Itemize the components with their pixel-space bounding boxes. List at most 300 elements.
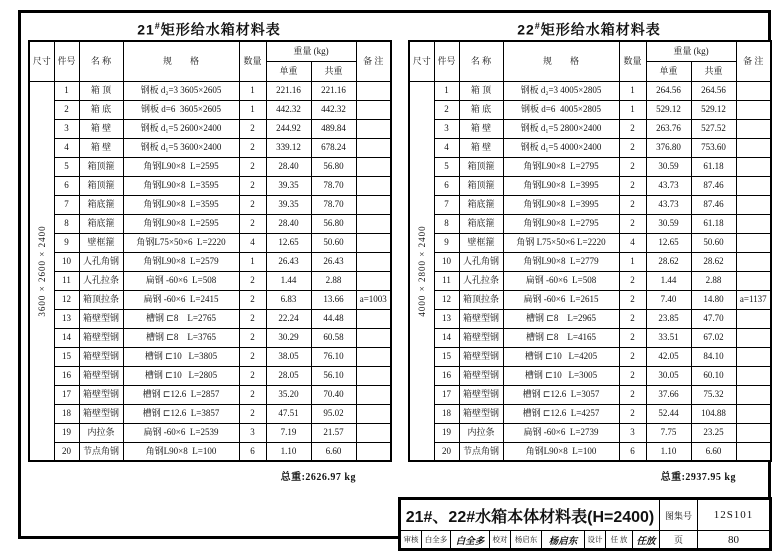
spec-cell: 钢板 d₂=3 3605×2605 bbox=[123, 81, 239, 100]
col-header-weight-group: 重量 (kg) bbox=[266, 41, 356, 61]
spec-cell: 槽钢 ⊏10 L=4205 bbox=[503, 347, 619, 366]
total-weight-cell: 50.60 bbox=[311, 233, 356, 252]
total-weight-cell: 67.02 bbox=[691, 328, 736, 347]
unit-weight-cell: 42.05 bbox=[646, 347, 691, 366]
atlas-number-label: 图集号 bbox=[659, 500, 697, 530]
col-header-total-weight: 共重 bbox=[691, 61, 736, 81]
remark-cell bbox=[356, 385, 391, 404]
qty-cell: 1 bbox=[619, 100, 646, 119]
col-header-spec: 规 格 bbox=[503, 41, 619, 81]
unit-weight-cell: 376.80 bbox=[646, 138, 691, 157]
item-number-cell: 2 bbox=[54, 100, 79, 119]
item-number-cell: 16 bbox=[434, 366, 459, 385]
spec-cell: 槽钢 ⊏12.6 L=3057 bbox=[503, 385, 619, 404]
material-table bbox=[408, 40, 772, 462]
part-name-cell: 箱 底 bbox=[79, 100, 123, 119]
title-block bbox=[398, 497, 772, 551]
spec-cell: 槽钢 ⊏12.6 L=3857 bbox=[123, 404, 239, 423]
unit-weight-cell: 1.44 bbox=[266, 271, 311, 290]
total-weight-cell: 21.57 bbox=[311, 423, 356, 442]
remark-cell bbox=[736, 271, 771, 290]
unit-weight-cell: 1.10 bbox=[646, 442, 691, 461]
spec-cell: 角钢L90×8 L=2795 bbox=[503, 214, 619, 233]
unit-weight-cell: 6.83 bbox=[266, 290, 311, 309]
table-row bbox=[409, 100, 771, 119]
qty-cell: 2 bbox=[619, 328, 646, 347]
qty-cell: 1 bbox=[619, 252, 646, 271]
item-number-cell: 18 bbox=[54, 404, 79, 423]
total-weight-cell: 95.02 bbox=[311, 404, 356, 423]
remark-cell bbox=[356, 157, 391, 176]
proofreader-name: 杨启东 bbox=[511, 531, 542, 548]
tank-size-vertical-label: 4000 × 2800 × 2400 bbox=[416, 225, 427, 317]
spec-cell: 槽钢 ⊏8 L=4165 bbox=[503, 328, 619, 347]
item-number-cell: 13 bbox=[434, 309, 459, 328]
material-table-block-21 bbox=[28, 15, 390, 483]
part-name-cell: 箱 顶 bbox=[459, 81, 503, 100]
table-row bbox=[409, 271, 771, 290]
spec-cell: 角钢L90×8 L=100 bbox=[123, 442, 239, 461]
total-weight-cell: 6.60 bbox=[311, 442, 356, 461]
qty-cell: 1 bbox=[239, 252, 266, 271]
unit-weight-cell: 33.51 bbox=[646, 328, 691, 347]
atlas-number-value: 12S101 bbox=[697, 500, 769, 530]
total-weight-cell: 23.25 bbox=[691, 423, 736, 442]
qty-cell: 2 bbox=[619, 271, 646, 290]
signature-strip bbox=[401, 530, 659, 548]
total-weight-cell: 60.58 bbox=[311, 328, 356, 347]
col-header-size: 尺寸 bbox=[409, 41, 434, 81]
total-weight-cell: 527.52 bbox=[691, 119, 736, 138]
unit-weight-cell: 263.76 bbox=[646, 119, 691, 138]
unit-weight-cell: 442.32 bbox=[266, 100, 311, 119]
col-header-weight-group: 重量 (kg) bbox=[646, 41, 736, 61]
page-label: 页 bbox=[659, 530, 697, 548]
qty-cell: 6 bbox=[619, 442, 646, 461]
total-weight-cell: 489.84 bbox=[311, 119, 356, 138]
table-row bbox=[29, 385, 391, 404]
qty-cell: 2 bbox=[619, 176, 646, 195]
remark-cell bbox=[356, 366, 391, 385]
remark-cell bbox=[736, 157, 771, 176]
spec-cell: 槽钢 ⊏8 L=2765 bbox=[123, 309, 239, 328]
unit-weight-cell: 28.62 bbox=[646, 252, 691, 271]
part-name-cell: 节点角钢 bbox=[79, 442, 123, 461]
unit-weight-cell: 12.65 bbox=[646, 233, 691, 252]
remark-cell bbox=[736, 176, 771, 195]
part-name-cell: 节点角钢 bbox=[459, 442, 503, 461]
total-weight-cell: 78.70 bbox=[311, 176, 356, 195]
col-header-item-no: 件号 bbox=[54, 41, 79, 81]
spec-cell: 角钢L90×8 L=3595 bbox=[123, 176, 239, 195]
part-name-cell: 箱底箍 bbox=[79, 195, 123, 214]
tank-size-vertical-label: 3600 × 2600 × 2400 bbox=[36, 225, 47, 317]
remark-cell bbox=[736, 347, 771, 366]
unit-weight-cell: 35.20 bbox=[266, 385, 311, 404]
total-weight-cell: 264.56 bbox=[691, 81, 736, 100]
table-row bbox=[29, 328, 391, 347]
unit-weight-cell: 1.44 bbox=[646, 271, 691, 290]
unit-weight-cell: 37.66 bbox=[646, 385, 691, 404]
qty-cell: 2 bbox=[239, 366, 266, 385]
qty-cell: 2 bbox=[239, 309, 266, 328]
designer-signature: 任放 bbox=[636, 536, 656, 547]
table-row bbox=[409, 119, 771, 138]
remark-cell bbox=[356, 442, 391, 461]
tank-size-cell bbox=[409, 81, 434, 461]
part-name-cell: 箱壁型钢 bbox=[459, 385, 503, 404]
total-weight-cell: 28.62 bbox=[691, 252, 736, 271]
part-name-cell: 箱顶箍 bbox=[79, 157, 123, 176]
spec-cell: 角钢L90×8 L=2595 bbox=[123, 157, 239, 176]
part-name-cell: 箱底箍 bbox=[79, 214, 123, 233]
total-weight-line-21: 总重:2626.97 kg bbox=[280, 472, 356, 483]
remark-cell bbox=[356, 195, 391, 214]
unit-weight-cell: 7.19 bbox=[266, 423, 311, 442]
total-weight-cell: 84.10 bbox=[691, 347, 736, 366]
part-name-cell: 壁框箍 bbox=[459, 233, 503, 252]
unit-weight-cell: 39.35 bbox=[266, 195, 311, 214]
spec-cell: 扁钢 -60×6 L=2539 bbox=[123, 423, 239, 442]
item-number-cell: 9 bbox=[434, 233, 459, 252]
reviewer-label: 审核 bbox=[401, 531, 422, 548]
total-weight-cell: 2.88 bbox=[691, 271, 736, 290]
part-name-cell: 壁框箍 bbox=[79, 233, 123, 252]
table-row bbox=[409, 233, 771, 252]
spec-cell: 槽钢 ⊏12.6 L=4257 bbox=[503, 404, 619, 423]
unit-weight-cell: 22.24 bbox=[266, 309, 311, 328]
spec-cell: 钢板 d₁=5 2600×2400 bbox=[123, 119, 239, 138]
qty-cell: 2 bbox=[619, 404, 646, 423]
total-weight-cell: 442.32 bbox=[311, 100, 356, 119]
item-number-cell: 11 bbox=[54, 271, 79, 290]
item-number-cell: 20 bbox=[54, 442, 79, 461]
qty-cell: 2 bbox=[239, 119, 266, 138]
table-row bbox=[29, 252, 391, 271]
remark-cell bbox=[736, 385, 771, 404]
unit-weight-cell: 1.10 bbox=[266, 442, 311, 461]
qty-cell: 2 bbox=[239, 328, 266, 347]
col-header-remark: 备 注 bbox=[736, 41, 771, 81]
total-weight-cell: 13.66 bbox=[311, 290, 356, 309]
part-name-cell: 箱壁型钢 bbox=[79, 328, 123, 347]
total-weight-cell: 6.60 bbox=[691, 442, 736, 461]
qty-cell: 1 bbox=[239, 100, 266, 119]
spec-cell: 角钢L90×8 L=2795 bbox=[503, 157, 619, 176]
sheet-title: 21#、22#水箱本体材料表(H=2400) bbox=[405, 508, 655, 526]
table-title-text: 矩形给水箱材料表 bbox=[540, 21, 661, 38]
item-number-cell: 1 bbox=[54, 81, 79, 100]
qty-cell: 2 bbox=[619, 195, 646, 214]
unit-weight-cell: 30.29 bbox=[266, 328, 311, 347]
col-header-total-weight: 共重 bbox=[311, 61, 356, 81]
part-name-cell: 内拉条 bbox=[79, 423, 123, 442]
qty-cell: 3 bbox=[239, 423, 266, 442]
qty-cell: 2 bbox=[239, 214, 266, 233]
item-number-cell: 12 bbox=[434, 290, 459, 309]
unit-weight-cell: 47.51 bbox=[266, 404, 311, 423]
spec-cell: 角钢L90×8 L=2579 bbox=[123, 252, 239, 271]
remark-cell bbox=[356, 119, 391, 138]
spec-cell: 钢板 d₂=3 4005×2805 bbox=[503, 81, 619, 100]
part-name-cell: 箱壁型钢 bbox=[459, 404, 503, 423]
item-number-cell: 3 bbox=[54, 119, 79, 138]
spec-cell: 角钢L75×50×6 L=2220 bbox=[123, 233, 239, 252]
table-row bbox=[409, 176, 771, 195]
table-row bbox=[409, 157, 771, 176]
table-row bbox=[29, 366, 391, 385]
remark-cell bbox=[356, 100, 391, 119]
part-name-cell: 箱底箍 bbox=[459, 214, 503, 233]
table-row bbox=[409, 385, 771, 404]
part-name-cell: 箱 顶 bbox=[79, 81, 123, 100]
spec-cell: 角钢L90×8 L=3995 bbox=[503, 176, 619, 195]
table-title-number: 21 bbox=[137, 21, 155, 38]
unit-weight-cell: 7.40 bbox=[646, 290, 691, 309]
remark-cell bbox=[356, 81, 391, 100]
col-header-unit-weight: 单重 bbox=[266, 61, 311, 81]
spec-cell: 槽钢 ⊏8 L=3765 bbox=[123, 328, 239, 347]
spec-cell: 扁钢 -60×6 L=2415 bbox=[123, 290, 239, 309]
qty-cell: 2 bbox=[619, 366, 646, 385]
total-weight-cell: 56.10 bbox=[311, 366, 356, 385]
remark-cell bbox=[736, 442, 771, 461]
qty-cell: 6 bbox=[239, 442, 266, 461]
part-name-cell: 箱顶拉条 bbox=[459, 290, 503, 309]
spec-cell: 角钢L90×8 L=3595 bbox=[123, 195, 239, 214]
total-weight-cell: 70.40 bbox=[311, 385, 356, 404]
part-name-cell: 箱 壁 bbox=[79, 119, 123, 138]
qty-cell: 2 bbox=[239, 195, 266, 214]
unit-weight-cell: 43.73 bbox=[646, 195, 691, 214]
table-title-hash-superscript: # bbox=[154, 21, 161, 31]
item-number-cell: 17 bbox=[54, 385, 79, 404]
unit-weight-cell: 39.35 bbox=[266, 176, 311, 195]
item-number-cell: 6 bbox=[434, 176, 459, 195]
total-weight-cell: 678.24 bbox=[311, 138, 356, 157]
remark-cell bbox=[736, 328, 771, 347]
total-weight-cell: 78.70 bbox=[311, 195, 356, 214]
spec-cell: 扁钢 -60×6 L=2739 bbox=[503, 423, 619, 442]
qty-cell: 1 bbox=[619, 81, 646, 100]
item-number-cell: 6 bbox=[54, 176, 79, 195]
remark-cell bbox=[736, 366, 771, 385]
table-row bbox=[29, 347, 391, 366]
spec-cell: 角钢L90×8 L=100 bbox=[503, 442, 619, 461]
item-number-cell: 20 bbox=[434, 442, 459, 461]
item-number-cell: 15 bbox=[54, 347, 79, 366]
col-header-item-no: 件号 bbox=[434, 41, 459, 81]
table-row bbox=[409, 81, 771, 100]
unit-weight-cell: 38.05 bbox=[266, 347, 311, 366]
table-row bbox=[409, 366, 771, 385]
table-row bbox=[29, 195, 391, 214]
spec-cell: 角钢 L75×50×6 L=2220 bbox=[503, 233, 619, 252]
item-number-cell: 4 bbox=[434, 138, 459, 157]
spec-cell: 扁钢 -60×6 L=2615 bbox=[503, 290, 619, 309]
remark-cell bbox=[356, 214, 391, 233]
part-name-cell: 箱壁型钢 bbox=[79, 404, 123, 423]
total-weight-cell: 753.60 bbox=[691, 138, 736, 157]
item-number-cell: 9 bbox=[54, 233, 79, 252]
spec-cell: 钢板 d₁=5 2800×2400 bbox=[503, 119, 619, 138]
part-name-cell: 箱 壁 bbox=[79, 138, 123, 157]
table-row bbox=[29, 157, 391, 176]
remark-cell bbox=[736, 119, 771, 138]
item-number-cell: 3 bbox=[434, 119, 459, 138]
unit-weight-cell: 28.40 bbox=[266, 214, 311, 233]
total-weight-cell: 56.80 bbox=[311, 157, 356, 176]
table-row bbox=[409, 404, 771, 423]
remark-cell bbox=[736, 404, 771, 423]
spec-cell: 槽钢 ⊏8 L=2965 bbox=[503, 309, 619, 328]
part-name-cell: 箱壁型钢 bbox=[79, 385, 123, 404]
part-name-cell: 人孔拉条 bbox=[79, 271, 123, 290]
total-weight-cell: 529.12 bbox=[691, 100, 736, 119]
spec-cell: 钢板 d₁=5 3600×2400 bbox=[123, 138, 239, 157]
reviewer-signature: 白全多 bbox=[451, 531, 490, 548]
total-weight-cell: 2.88 bbox=[311, 271, 356, 290]
part-name-cell: 箱顶箍 bbox=[79, 176, 123, 195]
col-header-name: 名 称 bbox=[79, 41, 123, 81]
remark-cell bbox=[356, 404, 391, 423]
col-header-size: 尺寸 bbox=[29, 41, 54, 81]
item-number-cell: 14 bbox=[434, 328, 459, 347]
item-number-cell: 8 bbox=[434, 214, 459, 233]
part-name-cell: 箱壁型钢 bbox=[79, 366, 123, 385]
part-name-cell: 箱顶箍 bbox=[459, 176, 503, 195]
total-weight-cell: 47.70 bbox=[691, 309, 736, 328]
table-title-22 bbox=[408, 15, 770, 40]
item-number-cell: 2 bbox=[434, 100, 459, 119]
qty-cell: 2 bbox=[619, 347, 646, 366]
qty-cell: 2 bbox=[619, 385, 646, 404]
spec-cell: 钢板 d=6 4005×2805 bbox=[503, 100, 619, 119]
unit-weight-cell: 264.56 bbox=[646, 81, 691, 100]
col-header-unit-weight: 单重 bbox=[646, 61, 691, 81]
remark-cell bbox=[356, 347, 391, 366]
total-weight-cell: 60.10 bbox=[691, 366, 736, 385]
table-title-text: 矩形给水箱材料表 bbox=[160, 21, 281, 38]
part-name-cell: 箱 底 bbox=[459, 100, 503, 119]
qty-cell: 2 bbox=[239, 138, 266, 157]
material-table bbox=[28, 40, 392, 462]
item-number-cell: 4 bbox=[54, 138, 79, 157]
col-header-remark: 备 注 bbox=[356, 41, 391, 81]
item-number-cell: 10 bbox=[434, 252, 459, 271]
part-name-cell: 箱壁型钢 bbox=[79, 347, 123, 366]
unit-weight-cell: 23.85 bbox=[646, 309, 691, 328]
total-weight-cell: 104.88 bbox=[691, 404, 736, 423]
table-row bbox=[409, 309, 771, 328]
spec-cell: 槽钢 ⊏10 L=3805 bbox=[123, 347, 239, 366]
remark-cell bbox=[356, 233, 391, 252]
remark-cell bbox=[356, 252, 391, 271]
unit-weight-cell: 339.12 bbox=[266, 138, 311, 157]
qty-cell: 4 bbox=[239, 233, 266, 252]
unit-weight-cell: 28.05 bbox=[266, 366, 311, 385]
item-number-cell: 7 bbox=[434, 195, 459, 214]
unit-weight-cell: 529.12 bbox=[646, 100, 691, 119]
table-row bbox=[409, 214, 771, 233]
total-weight-cell: 87.46 bbox=[691, 195, 736, 214]
qty-cell: 2 bbox=[239, 385, 266, 404]
part-name-cell: 内拉条 bbox=[459, 423, 503, 442]
item-number-cell: 11 bbox=[434, 271, 459, 290]
item-number-cell: 15 bbox=[434, 347, 459, 366]
total-weight-line-22: 总重:2937.95 kg bbox=[660, 472, 736, 483]
remark-cell bbox=[736, 233, 771, 252]
part-name-cell: 箱 壁 bbox=[459, 138, 503, 157]
item-number-cell: 13 bbox=[54, 309, 79, 328]
qty-cell: 2 bbox=[239, 347, 266, 366]
unit-weight-cell: 30.59 bbox=[646, 157, 691, 176]
item-number-cell: 19 bbox=[54, 423, 79, 442]
remark-cell bbox=[356, 176, 391, 195]
table-row bbox=[29, 404, 391, 423]
remark-cell bbox=[736, 309, 771, 328]
spec-cell: 钢板 d=6 3605×2605 bbox=[123, 100, 239, 119]
qty-cell: 2 bbox=[239, 290, 266, 309]
material-table-block-22 bbox=[408, 15, 770, 483]
col-header-spec: 规 格 bbox=[123, 41, 239, 81]
table-row bbox=[29, 271, 391, 290]
item-number-cell: 7 bbox=[54, 195, 79, 214]
proofreader-signature: 杨启东 bbox=[542, 531, 585, 548]
part-name-cell: 箱壁型钢 bbox=[459, 309, 503, 328]
item-number-cell: 12 bbox=[54, 290, 79, 309]
table-row bbox=[409, 442, 771, 461]
part-name-cell: 箱顶拉条 bbox=[79, 290, 123, 309]
remark-cell bbox=[356, 309, 391, 328]
total-weight-cell: 61.18 bbox=[691, 157, 736, 176]
qty-cell: 2 bbox=[239, 271, 266, 290]
spec-cell: 角钢L90×8 L=3995 bbox=[503, 195, 619, 214]
item-number-cell: 1 bbox=[434, 81, 459, 100]
total-weight-cell: 221.16 bbox=[311, 81, 356, 100]
spec-cell: 角钢L90×8 L=2779 bbox=[503, 252, 619, 271]
page-number: 80 bbox=[697, 530, 769, 548]
table-title-21 bbox=[28, 15, 390, 40]
item-number-cell: 17 bbox=[434, 385, 459, 404]
total-weight-cell: 61.18 bbox=[691, 214, 736, 233]
table-row bbox=[409, 328, 771, 347]
remark-cell: a=1003 bbox=[356, 290, 391, 309]
part-name-cell: 人孔拉条 bbox=[459, 271, 503, 290]
part-name-cell: 箱底箍 bbox=[459, 195, 503, 214]
table-row bbox=[29, 423, 391, 442]
qty-cell: 4 bbox=[619, 233, 646, 252]
remark-cell: a=1137 bbox=[736, 290, 771, 309]
total-weight-cell: 26.43 bbox=[311, 252, 356, 271]
spec-cell: 扁钢 -60×6 L=508 bbox=[123, 271, 239, 290]
remark-cell bbox=[736, 195, 771, 214]
table-row bbox=[29, 233, 391, 252]
designer-name: 任 放 bbox=[606, 531, 633, 548]
total-weight-cell: 44.48 bbox=[311, 309, 356, 328]
qty-cell: 2 bbox=[619, 214, 646, 233]
remark-cell bbox=[736, 100, 771, 119]
part-name-cell: 人孔角钢 bbox=[459, 252, 503, 271]
table-row bbox=[29, 119, 391, 138]
item-number-cell: 5 bbox=[434, 157, 459, 176]
part-name-cell: 箱壁型钢 bbox=[459, 366, 503, 385]
table-row bbox=[409, 423, 771, 442]
col-header-qty: 数量 bbox=[619, 41, 646, 81]
total-weight-cell: 14.80 bbox=[691, 290, 736, 309]
qty-cell: 2 bbox=[619, 309, 646, 328]
remark-cell bbox=[736, 252, 771, 271]
